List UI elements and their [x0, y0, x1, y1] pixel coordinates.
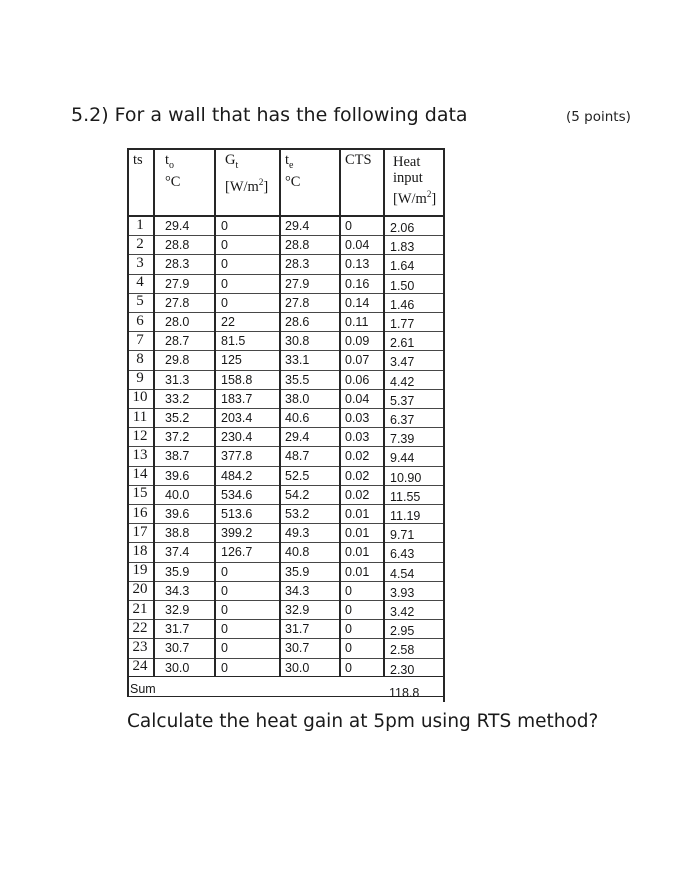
row-divider: [127, 619, 445, 620]
table-cell: 28.8: [285, 238, 310, 253]
table-cell: 9.44: [390, 451, 415, 466]
table-cell-ts: 21: [132, 600, 148, 617]
table-cell: 0.02: [345, 487, 370, 502]
header-heat-unit: [W/m: [393, 190, 427, 207]
table-cell: 2.06: [390, 221, 415, 235]
question-title: 5.2) For a wall that has the following data: [71, 104, 468, 126]
row-divider: [127, 562, 445, 563]
table-cell: 0.03: [345, 430, 370, 445]
table-cell: 35.5: [285, 372, 310, 387]
header-to-unit: °C: [165, 173, 181, 190]
row-divider: [127, 504, 445, 505]
table-cell: 27.9: [165, 276, 190, 291]
table-cell: 11.55: [390, 489, 421, 504]
table-cell: 0.07: [345, 353, 370, 368]
table-cell: 0: [345, 583, 352, 598]
table-cell: 39.6: [165, 507, 190, 521]
table-cell: 0.14: [345, 295, 370, 310]
table-cell: 11.19: [390, 509, 421, 523]
table-cell: 48.7: [285, 449, 310, 464]
table-cell: 0: [221, 583, 228, 598]
row-divider: [127, 370, 445, 371]
table-cell: 513.6: [221, 507, 253, 521]
table-cell: 3.42: [390, 605, 415, 619]
table-cell: 38.0: [285, 391, 310, 406]
header-gt-symbol: G: [225, 152, 236, 168]
row-divider: [127, 542, 445, 543]
table-cell: 0: [221, 295, 228, 310]
table-cell: 126.7: [221, 545, 253, 560]
table-cell: 1.50: [390, 278, 415, 293]
table-cell: 0: [221, 603, 228, 617]
table-cell: 0: [221, 660, 228, 675]
table-cell: 158.8: [221, 372, 253, 387]
table-cell: 0: [345, 622, 352, 637]
table-cell-ts: 8: [136, 350, 144, 367]
table-cell-ts: 12: [132, 427, 148, 444]
table-cell: 34.3: [285, 583, 310, 598]
header-to-symbol: t: [165, 152, 170, 168]
table-cell: 6.43: [390, 547, 415, 562]
table-cell: 32.9: [165, 603, 190, 617]
table-cell: 0.01: [345, 526, 370, 541]
table-cell-ts: 11: [132, 408, 148, 425]
table-cell: 49.3: [285, 526, 310, 541]
table-cell-ts: 20: [132, 581, 148, 598]
header-heat-line1: Heat: [393, 154, 421, 170]
table-cell: 4.42: [390, 374, 415, 389]
points-label: (5 points): [566, 109, 631, 125]
header-gt: [225, 152, 268, 195]
table-cell: 0: [221, 564, 228, 579]
table-cell-ts: 2: [136, 235, 144, 252]
table-cell: 53.2: [285, 507, 310, 521]
table-border: [127, 148, 445, 150]
row-divider: [127, 581, 445, 582]
table-cell: 0: [345, 219, 352, 233]
row-divider: [127, 235, 445, 236]
table-cell: 0: [345, 660, 352, 675]
table-cell: 35.9: [165, 564, 190, 579]
table-cell: 33.1: [285, 353, 310, 368]
table-cell: 3.47: [390, 355, 415, 370]
row-divider: [127, 408, 445, 409]
table-cell: 230.4: [221, 430, 253, 445]
table-cell-ts: 17: [132, 523, 148, 540]
table-cell: 2.95: [390, 624, 415, 639]
table-cell: 40.6: [285, 411, 310, 425]
row-divider: [127, 254, 445, 255]
table-cell: 31.7: [165, 622, 190, 637]
table-border: [153, 148, 155, 676]
table-cell: 40.8: [285, 545, 310, 560]
table-cell: 28.0: [165, 315, 190, 329]
row-divider: [127, 274, 445, 275]
row-divider: [127, 446, 445, 447]
table-border: [339, 148, 341, 676]
table-cell: 27.8: [165, 295, 190, 310]
header-te: [285, 152, 300, 190]
table-cell: 0: [221, 641, 228, 656]
table-cell-ts: 1: [136, 216, 144, 233]
table-cell: 2.58: [390, 643, 415, 658]
table-cell-ts: 23: [132, 638, 148, 655]
table-cell-ts: 18: [132, 542, 148, 559]
question-prompt: Calculate the heat gain at 5pm using RTS method?: [127, 711, 599, 732]
table-cell: 0: [345, 603, 352, 617]
table-cell: 28.7: [165, 334, 190, 349]
table-cell: 30.7: [285, 641, 310, 656]
table-border: [214, 148, 216, 676]
table-cell: 39.6: [165, 468, 190, 483]
table-cell: 81.5: [221, 334, 246, 349]
table-cell: 0.13: [345, 257, 370, 272]
table-cell: 5.37: [390, 393, 415, 408]
table-cell: 28.3: [285, 257, 310, 272]
table-cell: 30.7: [165, 641, 190, 656]
table-cell-ts: 22: [132, 619, 148, 636]
header-gt-unit-sup: 2: [258, 176, 264, 187]
table-cell: 52.5: [285, 468, 310, 483]
table-cell: 0: [345, 641, 352, 656]
table-cell: 22: [221, 315, 235, 329]
table-cell: 10.90: [390, 470, 422, 485]
sum-value: 118.8: [389, 686, 420, 700]
table-cell: 54.2: [285, 487, 310, 502]
table-cell-ts: 14: [132, 466, 148, 483]
table-cell: 30.0: [285, 660, 310, 675]
table-cell: 0.01: [345, 507, 370, 521]
table-cell: 534.6: [221, 487, 253, 502]
table-cell: 0.06: [345, 372, 370, 387]
table-cell: 0.02: [345, 468, 370, 483]
table-border: [279, 148, 281, 676]
table-cell: 29.4: [285, 430, 310, 445]
table-cell: 0: [221, 219, 228, 233]
sum-label: Sum: [130, 682, 156, 696]
header-heat-unit-sup: 2: [426, 189, 432, 199]
table-cell: 38.8: [165, 526, 190, 541]
table-cell: 35.9: [285, 564, 310, 579]
row-divider: [127, 523, 445, 524]
table-cell: 34.3: [165, 583, 190, 598]
table-cell: 9.71: [390, 528, 415, 543]
table-cell: 30.8: [285, 334, 310, 349]
table-cell: 40.0: [165, 487, 190, 502]
table-cell: 1.64: [390, 259, 415, 274]
table-cell: 3.93: [390, 585, 415, 600]
table-cell-ts: 15: [132, 485, 148, 502]
row-divider: [127, 600, 445, 601]
header-heat-unit-end: ]: [431, 190, 437, 207]
table-cell: 32.9: [285, 603, 310, 617]
header-ts: ts: [133, 152, 143, 168]
row-divider: [127, 658, 445, 659]
table-cell: 38.7: [165, 449, 190, 464]
table-cell-ts: 3: [136, 254, 144, 271]
table-cell: 203.4: [221, 411, 253, 425]
row-divider: [127, 485, 445, 486]
table-cell: 0: [221, 238, 228, 253]
table-cell: 1.83: [390, 240, 415, 255]
table-cell: 7.39: [390, 432, 415, 447]
table-cell: 1.46: [390, 297, 415, 312]
header-heat-line2: input: [393, 170, 423, 186]
table-border: [127, 148, 129, 696]
table-cell: 377.8: [221, 449, 253, 464]
table-cell-ts: 4: [136, 274, 144, 291]
table-cell: 28.6: [285, 315, 310, 329]
header-gt-unit: [W/m: [225, 178, 259, 195]
header-te-symbol: t: [285, 152, 290, 168]
data-table-scan: [127, 146, 445, 702]
table-cell-ts: 7: [136, 331, 144, 348]
table-cell: 31.7: [285, 622, 310, 637]
header-heat-input: [393, 154, 436, 207]
table-cell-ts: 13: [132, 446, 148, 463]
table-cell-ts: 5: [136, 293, 144, 310]
table-cell: 37.4: [165, 545, 190, 560]
table-cell: 6.37: [390, 413, 415, 427]
table-cell: 28.8: [165, 238, 190, 253]
table-cell-ts: 19: [132, 562, 148, 579]
table-cell: 0.16: [345, 276, 370, 291]
row-divider: [127, 466, 445, 467]
table-cell-ts: 9: [136, 370, 144, 387]
table-cell: 31.3: [165, 372, 190, 387]
row-divider: [127, 638, 445, 639]
row-divider: [127, 293, 445, 294]
header-to: [165, 152, 180, 190]
table-cell: 183.7: [221, 391, 253, 406]
table-cell: 4.54: [390, 566, 415, 581]
table-cell: 0: [221, 276, 228, 291]
table-cell: 27.8: [285, 295, 310, 310]
table-cell: 33.2: [165, 391, 190, 406]
table-cell: 27.9: [285, 276, 310, 291]
table-cell-ts: 6: [136, 312, 144, 329]
table-cell: 484.2: [221, 468, 253, 483]
table-cell: 28.3: [165, 257, 190, 272]
row-divider: [127, 331, 445, 332]
table-cell: 0.04: [345, 391, 370, 406]
header-cts: CTS: [345, 152, 372, 168]
table-cell: 0.11: [345, 315, 369, 329]
header-gt-sub: t: [235, 159, 239, 171]
header-to-sub: o: [169, 159, 175, 171]
table-cell: 0.04: [345, 238, 370, 253]
row-divider: [127, 427, 445, 428]
table-cell-ts: 24: [132, 658, 148, 675]
table-cell: 0: [221, 257, 228, 272]
table-cell: 35.2: [165, 411, 190, 425]
table-cell: 0.03: [345, 411, 370, 425]
table-cell: 399.2: [221, 526, 253, 541]
table-cell-ts: 16: [132, 504, 148, 521]
table-cell-ts: 10: [132, 389, 148, 406]
table-cell: 125: [221, 353, 242, 368]
table-cell: 37.2: [165, 430, 190, 445]
header-te-sub: e: [289, 159, 294, 171]
table-border: [127, 215, 445, 217]
table-cell: 29.4: [285, 219, 310, 233]
row-divider: [127, 350, 445, 351]
header-gt-unit-end: ]: [263, 178, 269, 195]
row-divider: [127, 312, 445, 313]
table-cell: 29.8: [165, 353, 190, 368]
table-border: [383, 148, 385, 676]
table-cell: 29.4: [165, 219, 190, 233]
table-cell: 30.0: [165, 660, 190, 675]
header-te-unit: °C: [285, 173, 301, 190]
row-divider: [127, 389, 445, 390]
table-cell: 0: [221, 622, 228, 637]
table-cell: 0.02: [345, 449, 370, 464]
table-cell: 2.61: [390, 336, 415, 351]
table-cell: 0.09: [345, 334, 370, 349]
table-cell: 2.30: [390, 662, 415, 677]
table-cell: 1.77: [390, 317, 415, 331]
table-cell: 0.01: [345, 564, 370, 579]
table-cell: 0.01: [345, 545, 370, 560]
